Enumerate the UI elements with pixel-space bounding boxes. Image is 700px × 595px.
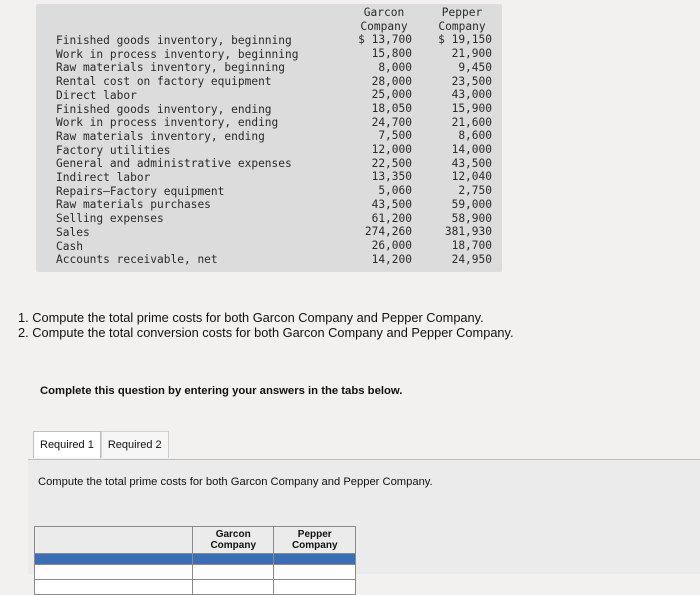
row-label: Factory utilities (56, 143, 171, 157)
pepper-value: 21,900 (451, 47, 492, 61)
question-list (18, 310, 514, 340)
answer-header-pepper-line2: Company (291, 540, 338, 551)
answer-garcon-input[interactable] (192, 580, 274, 595)
garcon-value: 25,000 (371, 88, 412, 102)
tab-required-2[interactable]: Required 2 (101, 431, 169, 458)
answer-garcon-input[interactable] (192, 565, 274, 580)
row-labels (56, 34, 298, 267)
answer-header-pepper (274, 527, 356, 554)
pepper-value: 2,750 (458, 184, 492, 198)
garcon-value: 7,500 (378, 129, 412, 143)
garcon-value: 15,800 (371, 47, 412, 61)
section-pepper-cell (274, 554, 356, 565)
question-1: 1. Compute the total prime costs for both Garcon Company and Pepper Company. (18, 310, 484, 325)
answer-tab-area (28, 431, 700, 573)
garcon-value: 61,200 (371, 211, 412, 225)
row-label: Accounts receivable, net (56, 253, 218, 267)
question-2: 2. Compute the total conversion costs for both Garcon Company and Pepper Company. (18, 325, 514, 340)
tab-panel (28, 459, 700, 574)
answer-header-garcon-line1: Garcon (215, 529, 251, 540)
row-label: Sales (56, 225, 90, 239)
answer-header-garcon (192, 527, 274, 554)
section-label-cell (35, 554, 193, 565)
row-label: Work in process inventory, beginning (56, 47, 299, 61)
row-label: Repairs—Factory equipment (56, 184, 225, 198)
garcon-value: 28,000 (371, 74, 412, 88)
garcon-header-line1: Garcon (363, 6, 405, 19)
pepper-value: 14,000 (451, 143, 492, 157)
garcon-header-line2: Company (360, 19, 408, 33)
answer-table (34, 526, 356, 595)
pepper-value: 59,000 (451, 197, 492, 211)
pepper-value: $ 19,150 (438, 33, 492, 47)
pepper-header-line2: Company (438, 19, 486, 33)
garcon-value: $ 13,700 (358, 33, 412, 47)
complete-prompt: Complete this question by entering your answers in the tabs below. (40, 385, 403, 397)
row-label: Raw materials purchases (56, 198, 211, 212)
garcon-value: 43,500 (371, 197, 412, 211)
row-label: Cash (56, 239, 83, 253)
row-label: Rental cost on factory equipment (56, 75, 272, 89)
answer-section-row (35, 554, 356, 565)
garcon-value: 22,500 (371, 156, 412, 170)
row-label: Work in process inventory, ending (56, 116, 279, 130)
row-label: Raw materials inventory, beginning (56, 61, 286, 75)
row-label: Finished goods inventory, ending (56, 102, 272, 116)
garcon-value: 26,000 (371, 238, 412, 252)
answer-row (35, 565, 356, 580)
answer-label-input[interactable] (35, 580, 193, 595)
pepper-value: 9,450 (458, 60, 492, 74)
pepper-value: 8,600 (458, 129, 492, 143)
garcon-value: 5,060 (378, 184, 412, 198)
answer-pepper-input[interactable] (274, 565, 356, 580)
pepper-value: 18,700 (451, 238, 492, 252)
pepper-value: 21,600 (451, 115, 492, 129)
garcon-value: 14,200 (371, 252, 412, 266)
row-label: Finished goods inventory, beginning (56, 34, 292, 47)
answer-header-pepper-line1: Pepper (297, 529, 332, 540)
section-garcon-cell (192, 554, 274, 565)
answer-header-blank (35, 527, 193, 554)
garcon-value: 13,350 (371, 170, 412, 184)
pepper-value: 43,000 (451, 88, 492, 102)
pepper-column (432, 6, 492, 266)
pepper-value: 12,040 (451, 170, 492, 184)
row-label: Raw materials inventory, ending (56, 129, 265, 143)
pepper-header-line1: Pepper (441, 6, 483, 19)
garcon-column (356, 6, 412, 266)
pepper-value: 58,900 (451, 211, 492, 225)
answer-header-garcon-line2: Company (210, 540, 256, 551)
garcon-value: 8,000 (378, 60, 412, 74)
pepper-value: 24,950 (451, 252, 492, 266)
pepper-value: 43,500 (451, 156, 492, 170)
row-label: General and administrative expenses (56, 157, 292, 171)
cost-data-table (36, 4, 502, 272)
garcon-value: 18,050 (371, 101, 412, 115)
pepper-value: 381,930 (444, 225, 492, 239)
answer-pepper-input[interactable] (274, 580, 356, 595)
pepper-value: 15,900 (451, 101, 492, 115)
pepper-value: 23,500 (451, 74, 492, 88)
answer-label-input[interactable] (35, 565, 193, 580)
tab-bar (33, 431, 169, 459)
garcon-value: 274,260 (364, 225, 412, 239)
tab-instruction: Compute the total prime costs for both Garcon Company and Pepper Company. (38, 476, 433, 488)
garcon-value: 24,700 (371, 115, 412, 129)
row-label: Selling expenses (56, 212, 164, 226)
row-label: Direct labor (56, 88, 137, 102)
row-label: Indirect labor (56, 171, 151, 185)
garcon-value: 12,000 (371, 143, 412, 157)
answer-row (35, 580, 356, 595)
tab-required-1[interactable]: Required 1 (33, 431, 101, 458)
